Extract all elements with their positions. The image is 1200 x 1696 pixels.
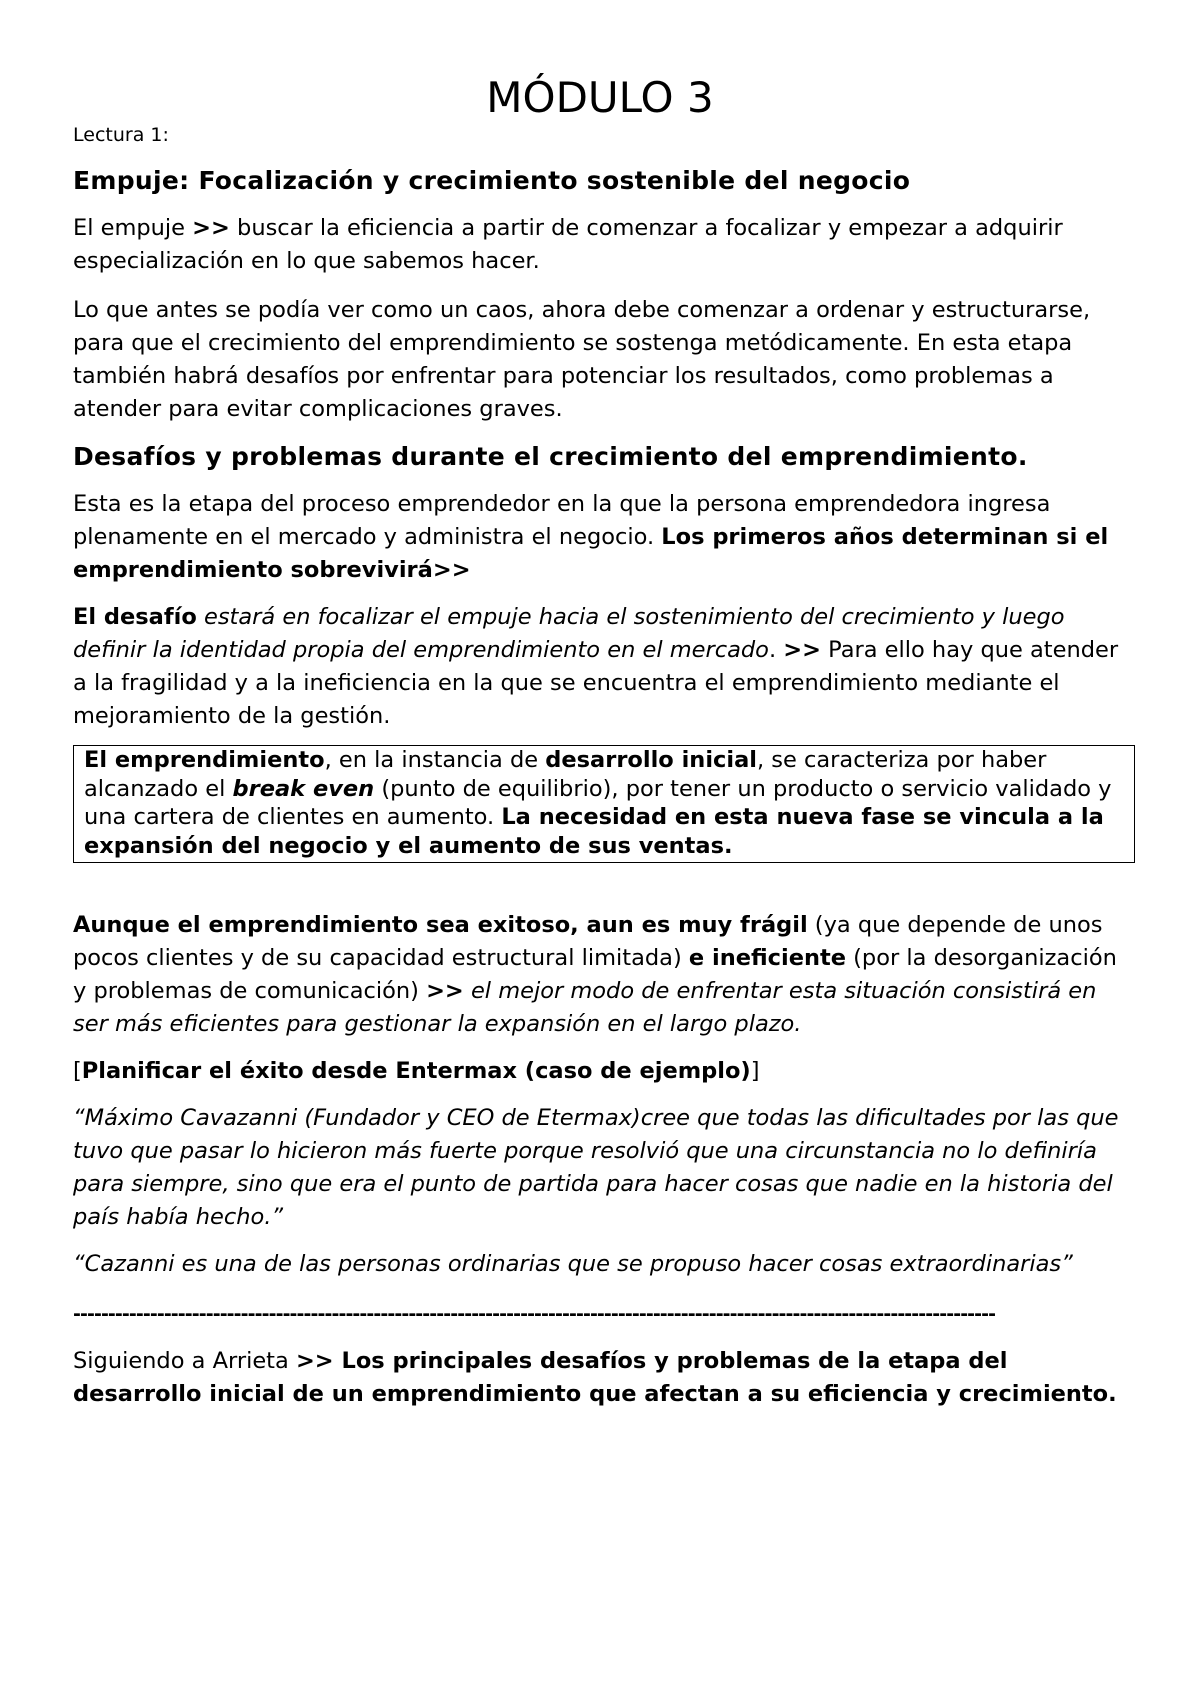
text-run: (por la desorganización y problemas de comunicación) [73,945,1117,1004]
bracket: [ [73,1058,82,1084]
text-run: Para ello hay que atender a la fragilidad y a la ineficiencia en la que se encuentra el emprendimiento mediante el mejoramiento de la gestión. [73,637,1119,729]
text-run: buscar la eficiencia a partir de comenzar a focalizar y empezar a adquirir especialización en lo que sabemos hacer. [73,215,1063,274]
page-title: MÓDULO 3 [486,73,714,122]
text-run: , en la instancia de [324,747,546,773]
paragraph-caos: Lo que antes se podía ver como un caos, ahora debe comenzar a ordenar y estructurarse, para que el crecimiento del emprendimiento se sostenga metódicamente. En esta etapa también habrá desafíos por enfrentar para potenciar los resultados, como problemas a atender para evitar complicaciones graves. [73,297,1091,422]
italic-run: “Cazanni es una de las personas ordinarias que se propuso hacer cosas extraordinarias” [73,1251,1073,1277]
text-run: . [768,637,784,663]
bold-run: Planificar el éxito desde Entermax (caso de ejemplo) [81,1058,751,1084]
text-run: Esta es la etapa del proceso emprendedor en la que la persona emprendedora ingresa plenamente en el mercado y administra el negocio. [73,491,1051,550]
highlight-box [73,745,1135,863]
text-run: Siguiendo a Arrieta [73,1348,296,1374]
text-run: , se caracteriza por haber alcanzado el [84,747,1047,802]
arrow-marker: >> [426,978,464,1004]
document-body [73,120,1137,1411]
arrow-marker: >> [192,215,230,241]
paragraph-arrieta [73,1345,1137,1411]
bold-italic-run: break even [232,775,375,802]
quote-extraordinarias [73,1248,1137,1281]
text-run: (ya que depende de unos pocos clientes y de su capacidad estructural limitada) [73,912,1103,971]
bold-run: Aunque el emprendimiento sea exitoso, aun es muy frágil [73,912,808,938]
bold-run: desarrollo inicial [545,747,757,773]
paragraph-desafio [73,601,1137,733]
reading-label: Lectura 1: [73,124,169,146]
bold-run: e ineficiente [688,945,846,971]
separator-line: ------------------------------------------------------------------------------------------------------------------------------------ [73,1303,996,1325]
paragraph-fragil [73,909,1137,1041]
italic-run: el mejor modo de enfrentar esta situación consistirá en ser más eficientes para gestionar la expansión en el largo plazo. [73,978,1097,1037]
bold-run: La necesidad en esta nueva fase se vincula a la expansión del negocio y el aumento de sus ventas. [84,804,1104,859]
example-case-heading [73,1055,1137,1088]
bold-run: >> Los principales desafíos y problemas de la etapa del desarrollo inicial de un emprendimiento que afectan a su eficiencia y crecimiento. [73,1348,1117,1407]
paragraph-empuje [73,212,1137,278]
bold-run: El emprendimiento [84,747,325,773]
italic-run: estará en focalizar el empuje hacia el sostenimiento del crecimiento y luego definir la identidad propia del emprendimiento en el mercado [73,604,1065,663]
section-heading-desafios: Desafíos y problemas durante el crecimiento del emprendimiento. [73,442,1028,471]
paragraph-etapa [73,488,1137,587]
text-run: (punto de equilibrio), por tener un producto o servicio validado y una cartera de clientes en aumento. [84,775,1112,830]
quote-cavazanni [73,1102,1137,1234]
section-heading-empuje: Empuje: Focalización y crecimiento sostenible del negocio [73,166,911,195]
bracket: ] [750,1058,760,1084]
bold-run: El desafío [73,604,197,630]
text-run: El empuje [73,215,193,241]
italic-run: “Máximo Cavazanni (Fundador y CEO de Etermax)cree que todas las dificultades por las que tuvo que pasar lo hicieron más fuerte porque resolvió que una circunstancia no lo definiría para siempre, sino que era el punto de partida para hacer cosas que nadie en la historia del país había hecho.” [73,1105,1119,1230]
arrow-marker: >> [783,637,821,663]
bold-run: Los primeros años determinan si el emprendimiento sobrevivirá>> [73,524,1109,583]
